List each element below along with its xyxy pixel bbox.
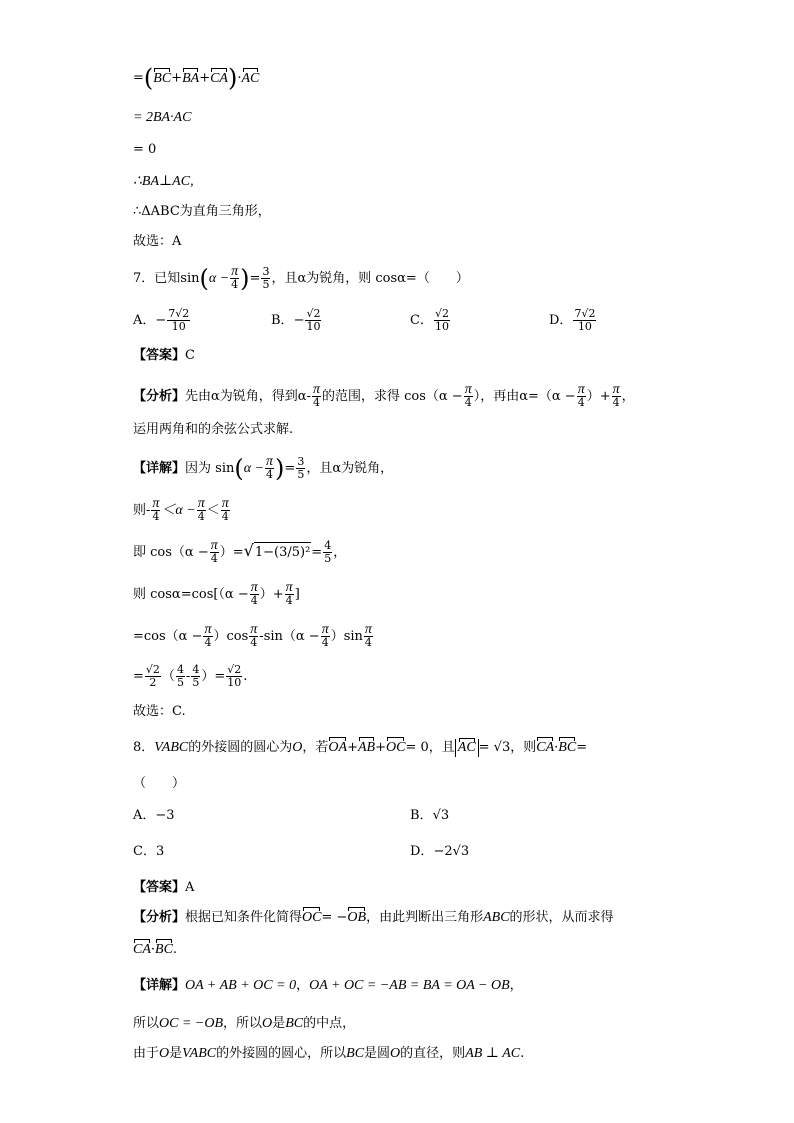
- denominator: 4: [285, 594, 293, 607]
- solution-line-5: ∴ΔABC为直角三角形，: [133, 204, 271, 219]
- vector-ac: AC: [457, 740, 476, 755]
- detail-text: （: [161, 669, 175, 684]
- q8-detail-line-1: [133, 976, 523, 996]
- fraction-3-5: [261, 266, 270, 291]
- option-key: C．: [133, 844, 156, 859]
- plus-sign: +: [199, 70, 211, 86]
- analysis-text: 根据已知条件化简得: [185, 910, 303, 925]
- vector-oc: OC: [302, 908, 321, 928]
- numerator: √2: [145, 663, 160, 676]
- option-fraction: [573, 308, 596, 333]
- detail-text: ，: [333, 545, 347, 560]
- numerator: π: [364, 622, 372, 637]
- numerator: π: [577, 382, 585, 397]
- question-8: 8．VABC的外接圆的圆心为O，若OA+AB+OC= 0，且 AC = √3，则CA·BC=: [133, 738, 587, 758]
- vector-oc: OC: [386, 738, 405, 758]
- numerator: 4: [324, 539, 332, 552]
- denominator: 4: [266, 468, 274, 481]
- q8-option-b: [410, 806, 449, 826]
- numerator: π: [285, 580, 293, 595]
- q7-analysis-line-2: 运用两角和的余弦公式求解.: [133, 422, 294, 437]
- q7-detail-line-1: 【详解】因为 sin(α − $\frac{\pi}{4}$ )= $\frac{3}{5}$ ，且α为锐角，: [133, 454, 394, 483]
- option-key: D．: [549, 313, 573, 328]
- analysis-text: ），再由α=（α −: [473, 389, 576, 404]
- question-label: 8．: [133, 740, 155, 755]
- denominator: 4: [152, 510, 160, 523]
- q8-answer: [133, 878, 194, 898]
- detail-text: ，且α为锐角，: [306, 461, 394, 476]
- denominator: 10: [306, 320, 321, 333]
- numerator: 4: [176, 663, 184, 676]
- vector-bc: BC: [155, 940, 173, 960]
- detail-text: .: [243, 669, 248, 684]
- option-fraction: [167, 308, 190, 333]
- triangle-name: ABC: [483, 910, 510, 925]
- fraction-pi-4: [250, 582, 259, 607]
- answer-value: A: [185, 880, 195, 895]
- q8-detail-line-2: [133, 1014, 355, 1034]
- denominator: 4: [612, 396, 620, 409]
- solution-line-1: =(BC+BA+CA)·AC: [133, 64, 260, 92]
- detail-text: 则 cosα=cos[（α −: [133, 587, 249, 602]
- detail-text: 的中点，: [303, 1016, 356, 1031]
- fraction-4-5: [323, 540, 332, 565]
- denominator: 4: [197, 510, 205, 523]
- eq-sign: =: [311, 545, 323, 560]
- sqrt-expression: 1−(3/5)²: [254, 542, 311, 563]
- q7-detail-line-5: [133, 624, 374, 649]
- numerator: √2: [434, 307, 449, 320]
- vector-equation: OC = −OB: [159, 1016, 224, 1031]
- q7-detail-line-3: 即 cos（α − $\frac{\pi}{4}$ ）=√1−(3/5)²= $\frac{4}{5}$ ，: [133, 538, 347, 565]
- vector-bc: BC: [153, 69, 171, 89]
- question-text: ，则: [510, 740, 537, 755]
- detail-text: 因为 sin: [185, 461, 235, 476]
- answer-tag: 【答案】: [133, 880, 186, 895]
- denominator: 4: [250, 594, 258, 607]
- denominator: 4: [221, 510, 229, 523]
- detail-text: =cos（α −: [133, 629, 203, 644]
- analysis-text: 的形状，从而求得: [509, 910, 614, 925]
- fraction-sqrt2-10: [226, 664, 242, 689]
- detail-text: 是: [272, 1016, 286, 1031]
- abs-value: [455, 739, 479, 757]
- detail-text: -: [185, 669, 191, 684]
- option-key: C．: [410, 313, 433, 328]
- detail-tag: 【详解】: [133, 978, 186, 993]
- detail-text: 即 cos（α −: [133, 545, 209, 560]
- detail-text: 的外接圆的圆心，所以: [216, 1046, 347, 1061]
- numerator: π: [204, 622, 212, 637]
- vector-equation: OA + AB + OC = 0: [185, 978, 297, 993]
- fraction-pi-4: [249, 624, 258, 649]
- denominator: 4: [210, 552, 218, 565]
- plus-sign: +: [347, 740, 358, 755]
- option-value: 3: [155, 844, 165, 859]
- solution-choice: 故选：A: [133, 234, 182, 249]
- vector-ca: CA: [210, 69, 228, 89]
- denominator: 10: [227, 676, 242, 689]
- vector-ca: CA: [133, 940, 151, 960]
- denominator: 10: [434, 320, 449, 333]
- analysis-text: .: [172, 942, 178, 957]
- fraction-pi-4: [265, 456, 274, 481]
- numerator: 3: [297, 455, 305, 468]
- q8-option-c: [133, 842, 164, 862]
- numerator: π: [152, 496, 160, 511]
- numerator: π: [210, 538, 218, 553]
- fraction-pi-4: [285, 582, 294, 607]
- denominator: 10: [171, 320, 186, 333]
- fraction-pi-4: [464, 384, 473, 409]
- alpha-minus: α −: [243, 461, 265, 476]
- detail-text: ）sin: [330, 629, 363, 644]
- question-text: ，且α为锐角，则 cosα=（ ）: [271, 271, 469, 286]
- numerator: π: [250, 580, 258, 595]
- alpha-minus: α −: [208, 271, 230, 286]
- fraction-pi-4: [612, 384, 621, 409]
- vector-equation: OA + OC = −AB = BA = OA − OB: [309, 978, 510, 993]
- q7-detail-line-2: [133, 498, 231, 523]
- analysis-text: 先由α为锐角，得到α-: [185, 389, 311, 404]
- vector-ob: OB: [347, 908, 366, 928]
- q7-answer: [133, 346, 195, 366]
- vector-ca: CA: [536, 738, 554, 758]
- detail-text: 的直径，则: [400, 1046, 466, 1061]
- analysis-text: ，由此判断出三角形: [366, 910, 484, 925]
- option-key: D．: [410, 844, 434, 859]
- detail-text: 由于: [133, 1046, 160, 1061]
- option-key: B．: [410, 808, 433, 823]
- option-key: B．: [271, 313, 294, 328]
- option-value: −2√3: [433, 844, 470, 859]
- detail-text: 是圆: [364, 1046, 391, 1061]
- fraction-pi-4: [203, 624, 212, 649]
- q8-analysis-line-2: CA·BC.: [133, 940, 177, 960]
- numerator: π: [266, 454, 274, 469]
- q7-detail-line-4: [133, 582, 300, 607]
- triangle-name: VABC: [182, 1046, 217, 1061]
- detail-text: .: [520, 1046, 525, 1061]
- vector-bc: BC: [558, 738, 576, 758]
- option-value: √3: [432, 808, 450, 823]
- detail-text: ，所以: [223, 1016, 263, 1031]
- detail-text: ）=: [201, 669, 226, 684]
- numerator: 7√2: [574, 307, 596, 320]
- q7-option-a: [133, 308, 191, 333]
- denominator: 4: [204, 636, 212, 649]
- option-fraction: [434, 308, 450, 333]
- fraction-pi-4: [210, 540, 219, 565]
- detail-text: -sin（α −: [259, 629, 320, 644]
- eq-sign: =: [249, 271, 261, 286]
- detail-text: ＜α −: [161, 503, 196, 518]
- plus-sign: +: [171, 70, 183, 86]
- detail-text: ＜: [206, 503, 220, 518]
- question-7: 7．已知sin(α − $\frac{\pi}{4}$ )= $\frac{3}{5}$ ，且α为锐角，则 cosα=（ ）: [133, 264, 469, 293]
- solution-line-4: ∴BA⊥AC,: [133, 174, 194, 189]
- denominator: 2: [149, 676, 157, 689]
- fraction-3-5: [296, 456, 305, 481]
- segment-bc: BC: [346, 1046, 365, 1061]
- fraction-4-5: [191, 664, 200, 689]
- numerator: π: [312, 382, 320, 397]
- q8-analysis-line-1: [133, 908, 614, 928]
- solution-line-2: = 2BA·AC: [133, 110, 192, 125]
- eq-sign: =: [284, 461, 296, 476]
- denominator: 5: [192, 676, 200, 689]
- numerator: π: [221, 496, 229, 511]
- denominator: 4: [312, 396, 320, 409]
- fraction-pi-4: [221, 498, 230, 523]
- numerator: π: [231, 264, 239, 279]
- plus-sign: +: [375, 740, 386, 755]
- vector-ab: AB: [358, 738, 375, 758]
- detail-text: ，: [296, 978, 310, 993]
- vector-ba: BA: [182, 69, 199, 89]
- numerator: √2: [306, 307, 321, 320]
- answer-tag: 【答案】: [133, 348, 186, 363]
- denominator: 5: [262, 278, 270, 291]
- option-sign: −: [293, 313, 305, 328]
- analysis-text: = −: [321, 910, 348, 925]
- solution-line-3: = 0: [133, 142, 157, 157]
- sin-func: sin: [180, 271, 200, 286]
- denominator: 4: [231, 278, 239, 291]
- numerator: 3: [262, 265, 270, 278]
- option-fraction: [305, 308, 321, 333]
- option-value: −3: [155, 808, 175, 823]
- numerator: π: [464, 382, 472, 397]
- numerator: π: [250, 622, 258, 637]
- fraction-4-5: [176, 664, 185, 689]
- q7-detail-line-6: [133, 664, 247, 689]
- detail-text: ）cos: [213, 629, 249, 644]
- denominator: 4: [364, 636, 372, 649]
- detail-tag: 【详解】: [133, 461, 186, 476]
- denominator: 4: [464, 396, 472, 409]
- eq-sign: =: [133, 70, 144, 86]
- detail-text: ]: [294, 587, 300, 602]
- question-text: ，若: [302, 740, 329, 755]
- denominator: 4: [577, 396, 585, 409]
- point-o: O: [262, 1016, 273, 1031]
- vector-ac: AC: [242, 69, 260, 89]
- q7-option-c: [410, 308, 451, 333]
- numerator: √2: [227, 663, 242, 676]
- fraction-pi-4: [364, 624, 373, 649]
- denominator: 4: [250, 636, 258, 649]
- option-key: A．: [133, 808, 156, 823]
- point-o: O: [292, 740, 303, 755]
- triangle-name: VABC: [154, 740, 189, 755]
- denominator: 4: [321, 636, 329, 649]
- option-sign: −: [155, 313, 167, 328]
- eq-sign: =: [133, 669, 144, 684]
- numerator: 4: [192, 663, 200, 676]
- analysis-tag: 【分析】: [133, 910, 186, 925]
- segment-bc: BC: [285, 1016, 304, 1031]
- detail-text: ，: [509, 978, 523, 993]
- denominator: 10: [577, 320, 592, 333]
- point-o: O: [159, 1046, 170, 1061]
- numerator: π: [197, 496, 205, 511]
- eq-zero: = 0: [405, 740, 429, 755]
- fraction-pi-4: [151, 498, 160, 523]
- perpendicular-relation: AB ⊥ AC: [465, 1046, 521, 1061]
- detail-text: 则-: [133, 503, 151, 518]
- question-label: 7．已知: [133, 271, 181, 286]
- eq-sign: =: [576, 740, 588, 755]
- eq-sqrt3: = √3: [478, 740, 511, 755]
- denominator: 5: [297, 468, 305, 481]
- denominator: 5: [176, 676, 184, 689]
- numerator: π: [612, 382, 620, 397]
- q7-option-d: [549, 308, 597, 333]
- fraction-pi-4: [230, 266, 239, 291]
- denominator: 5: [324, 552, 332, 565]
- numerator: 7√2: [168, 307, 190, 320]
- q7-choice: 故选：C.: [133, 704, 186, 719]
- fraction-pi-4: [321, 624, 330, 649]
- q8-option-a: [133, 806, 175, 826]
- question-text: ，且: [428, 740, 455, 755]
- analysis-tag: 【分析】: [133, 389, 186, 404]
- analysis-text: ）+: [586, 389, 611, 404]
- answer-value: C: [185, 348, 195, 363]
- vector-oa: OA: [328, 738, 347, 758]
- q8-option-d: [410, 842, 469, 862]
- detail-text: ）+: [259, 587, 284, 602]
- question-text: 的外接圆的圆心为: [188, 740, 293, 755]
- q7-analysis-line-1: [133, 384, 635, 409]
- detail-text: 所以: [133, 1016, 160, 1031]
- q8-detail-line-3: [133, 1044, 524, 1064]
- fraction-pi-4: [312, 384, 321, 409]
- fraction-sqrt2-2: [145, 664, 161, 689]
- detail-text: 是: [169, 1046, 183, 1061]
- fraction-pi-4: [197, 498, 206, 523]
- fraction-pi-4: [577, 384, 586, 409]
- option-key: A．: [133, 313, 156, 328]
- numerator: π: [321, 622, 329, 637]
- detail-text: ）=: [219, 545, 244, 560]
- q7-option-b: [271, 308, 322, 333]
- point-o: O: [390, 1046, 401, 1061]
- dot-sign: ·: [237, 70, 242, 86]
- analysis-text: 的范围，求得 cos（α −: [321, 389, 463, 404]
- q8-blank: （ ）: [133, 776, 186, 791]
- analysis-text: ，: [621, 389, 635, 404]
